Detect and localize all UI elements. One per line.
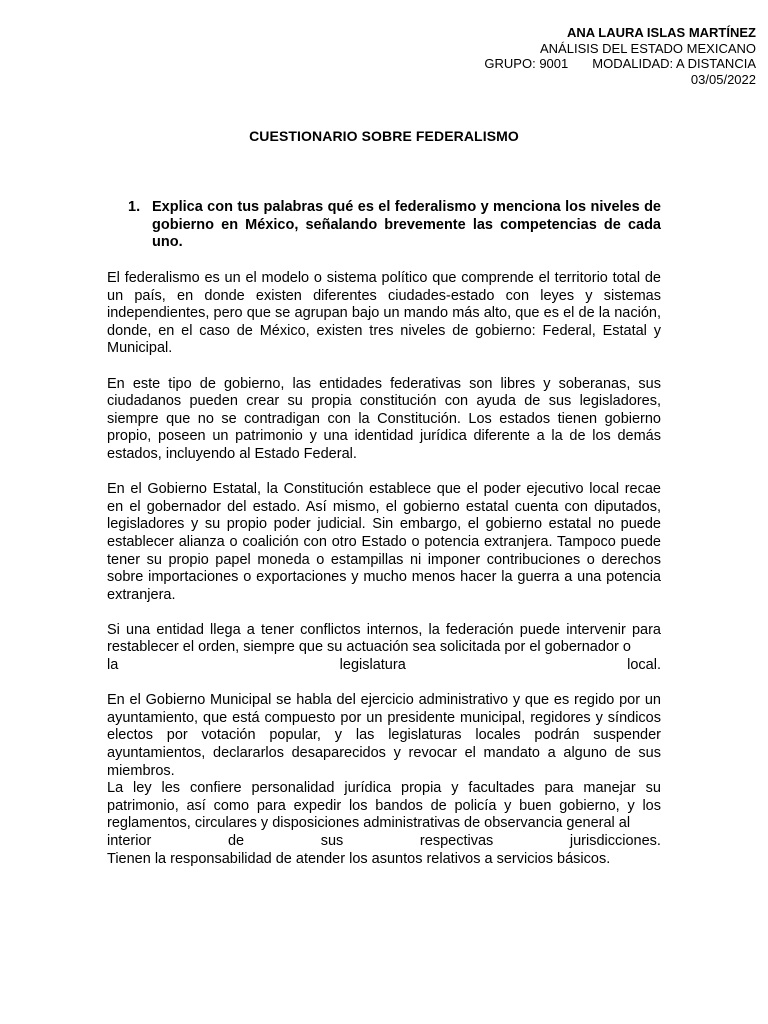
group-label: GRUPO: 9001 (484, 56, 569, 71)
answer-paragraph: El federalismo es un el modelo o sistema político que comprende el territorio total de un país, en donde existen diferentes ciudades-estado con leyes y sistemas independientes, pero que se agrupan bajo un mando más alto, que es el de la nación, donde, en el caso de México, existen tres niveles de gobierno: Federal, Estatal y Municipal. (107, 270, 661, 357)
paragraph-text: Si una entidad llega a tener conflictos internos, la federación puede intervenir para restablecer el orden, siempre que su actuación sea solicitada por el gobernador o (107, 621, 661, 656)
justified-last-line (107, 833, 661, 851)
paragraph-text: La ley les confiere personalidad jurídica propia y facultades para manejar su patrimonio, así como para expedir los bandos de policía y buen gobierno, y los reglamentos, circulares y disposiciones administrativas de observancia general al (107, 780, 661, 832)
answer-paragraph: Tienen la responsabilidad de atender los asuntos relativos a servicios básicos. (107, 850, 611, 867)
question-text: Explica con tus palabras qué es el federalismo y menciona los niveles de gobierno en México, señalando brevemente las competencias de cada uno. (152, 199, 661, 250)
answer-paragraph: En este tipo de gobierno, las entidades federativas son libres y soberanas, sus ciudadanos pueden crear su propia constitución con ayuda de sus legisladores, siempre que no se contradigan con la Constitución. Los estados tienen gobierno propio, poseen un patrimonio y una identidad jurídica diferente a la de los demás estados, incluyendo al Estado Federal. (107, 375, 661, 462)
word: interior (107, 833, 152, 849)
answer-paragraph (107, 780, 661, 850)
document-title: CUESTIONARIO SOBRE FEDERALISMO (249, 128, 519, 144)
document-date: 03/05/2022 (690, 71, 756, 87)
word: legislatura (339, 657, 406, 674)
document-header (484, 25, 756, 87)
author-name: ANA LAURA ISLAS MARTÍNEZ (567, 25, 756, 40)
justified-last-line (107, 657, 661, 675)
question-number: 1. (128, 199, 141, 215)
answer-paragraph: En el Gobierno Estatal, la Constitución establece que el poder ejecutivo local recae en el gobernador del estado. Así mismo, el gobierno estatal cuenta con diputados, legisladores y su propio poder judicial. Sin embargo, el gobierno estatal no puede establecer alianza o coalición con otro Estado o potencia extranjera. Tampoco puede tener su propio papel moneda o estampillas ni imponer contribuciones o derechos sobre importaciones o exportaciones y mucho menos hacer la guerra a una potencia extranjera. (107, 481, 661, 603)
word: local. (627, 657, 661, 674)
modality-label: MODALIDAD: A DISTANCIA (592, 56, 756, 71)
word: la (107, 657, 119, 674)
word: respectivas (419, 833, 494, 849)
word: de (227, 833, 245, 849)
word: jurisdicciones. (569, 833, 661, 849)
question-item (128, 199, 661, 252)
group-modality-line (484, 56, 756, 72)
answer-body (107, 270, 661, 868)
answer-paragraph (107, 622, 661, 675)
answer-paragraph: En el Gobierno Municipal se habla del ejercicio administrativo y que es regido por un ayuntamiento, que está compuesto por un presidente municipal, regidores y síndicos electos por votación popular, y las legislaturas locales podrán suspender ayuntamientos, declararlos desaparecidos y revocar el mandato a alguno de sus miembros. (107, 692, 661, 779)
word: sus (320, 833, 344, 849)
course-name: ANÁLISIS DEL ESTADO MEXICANO (540, 40, 756, 56)
